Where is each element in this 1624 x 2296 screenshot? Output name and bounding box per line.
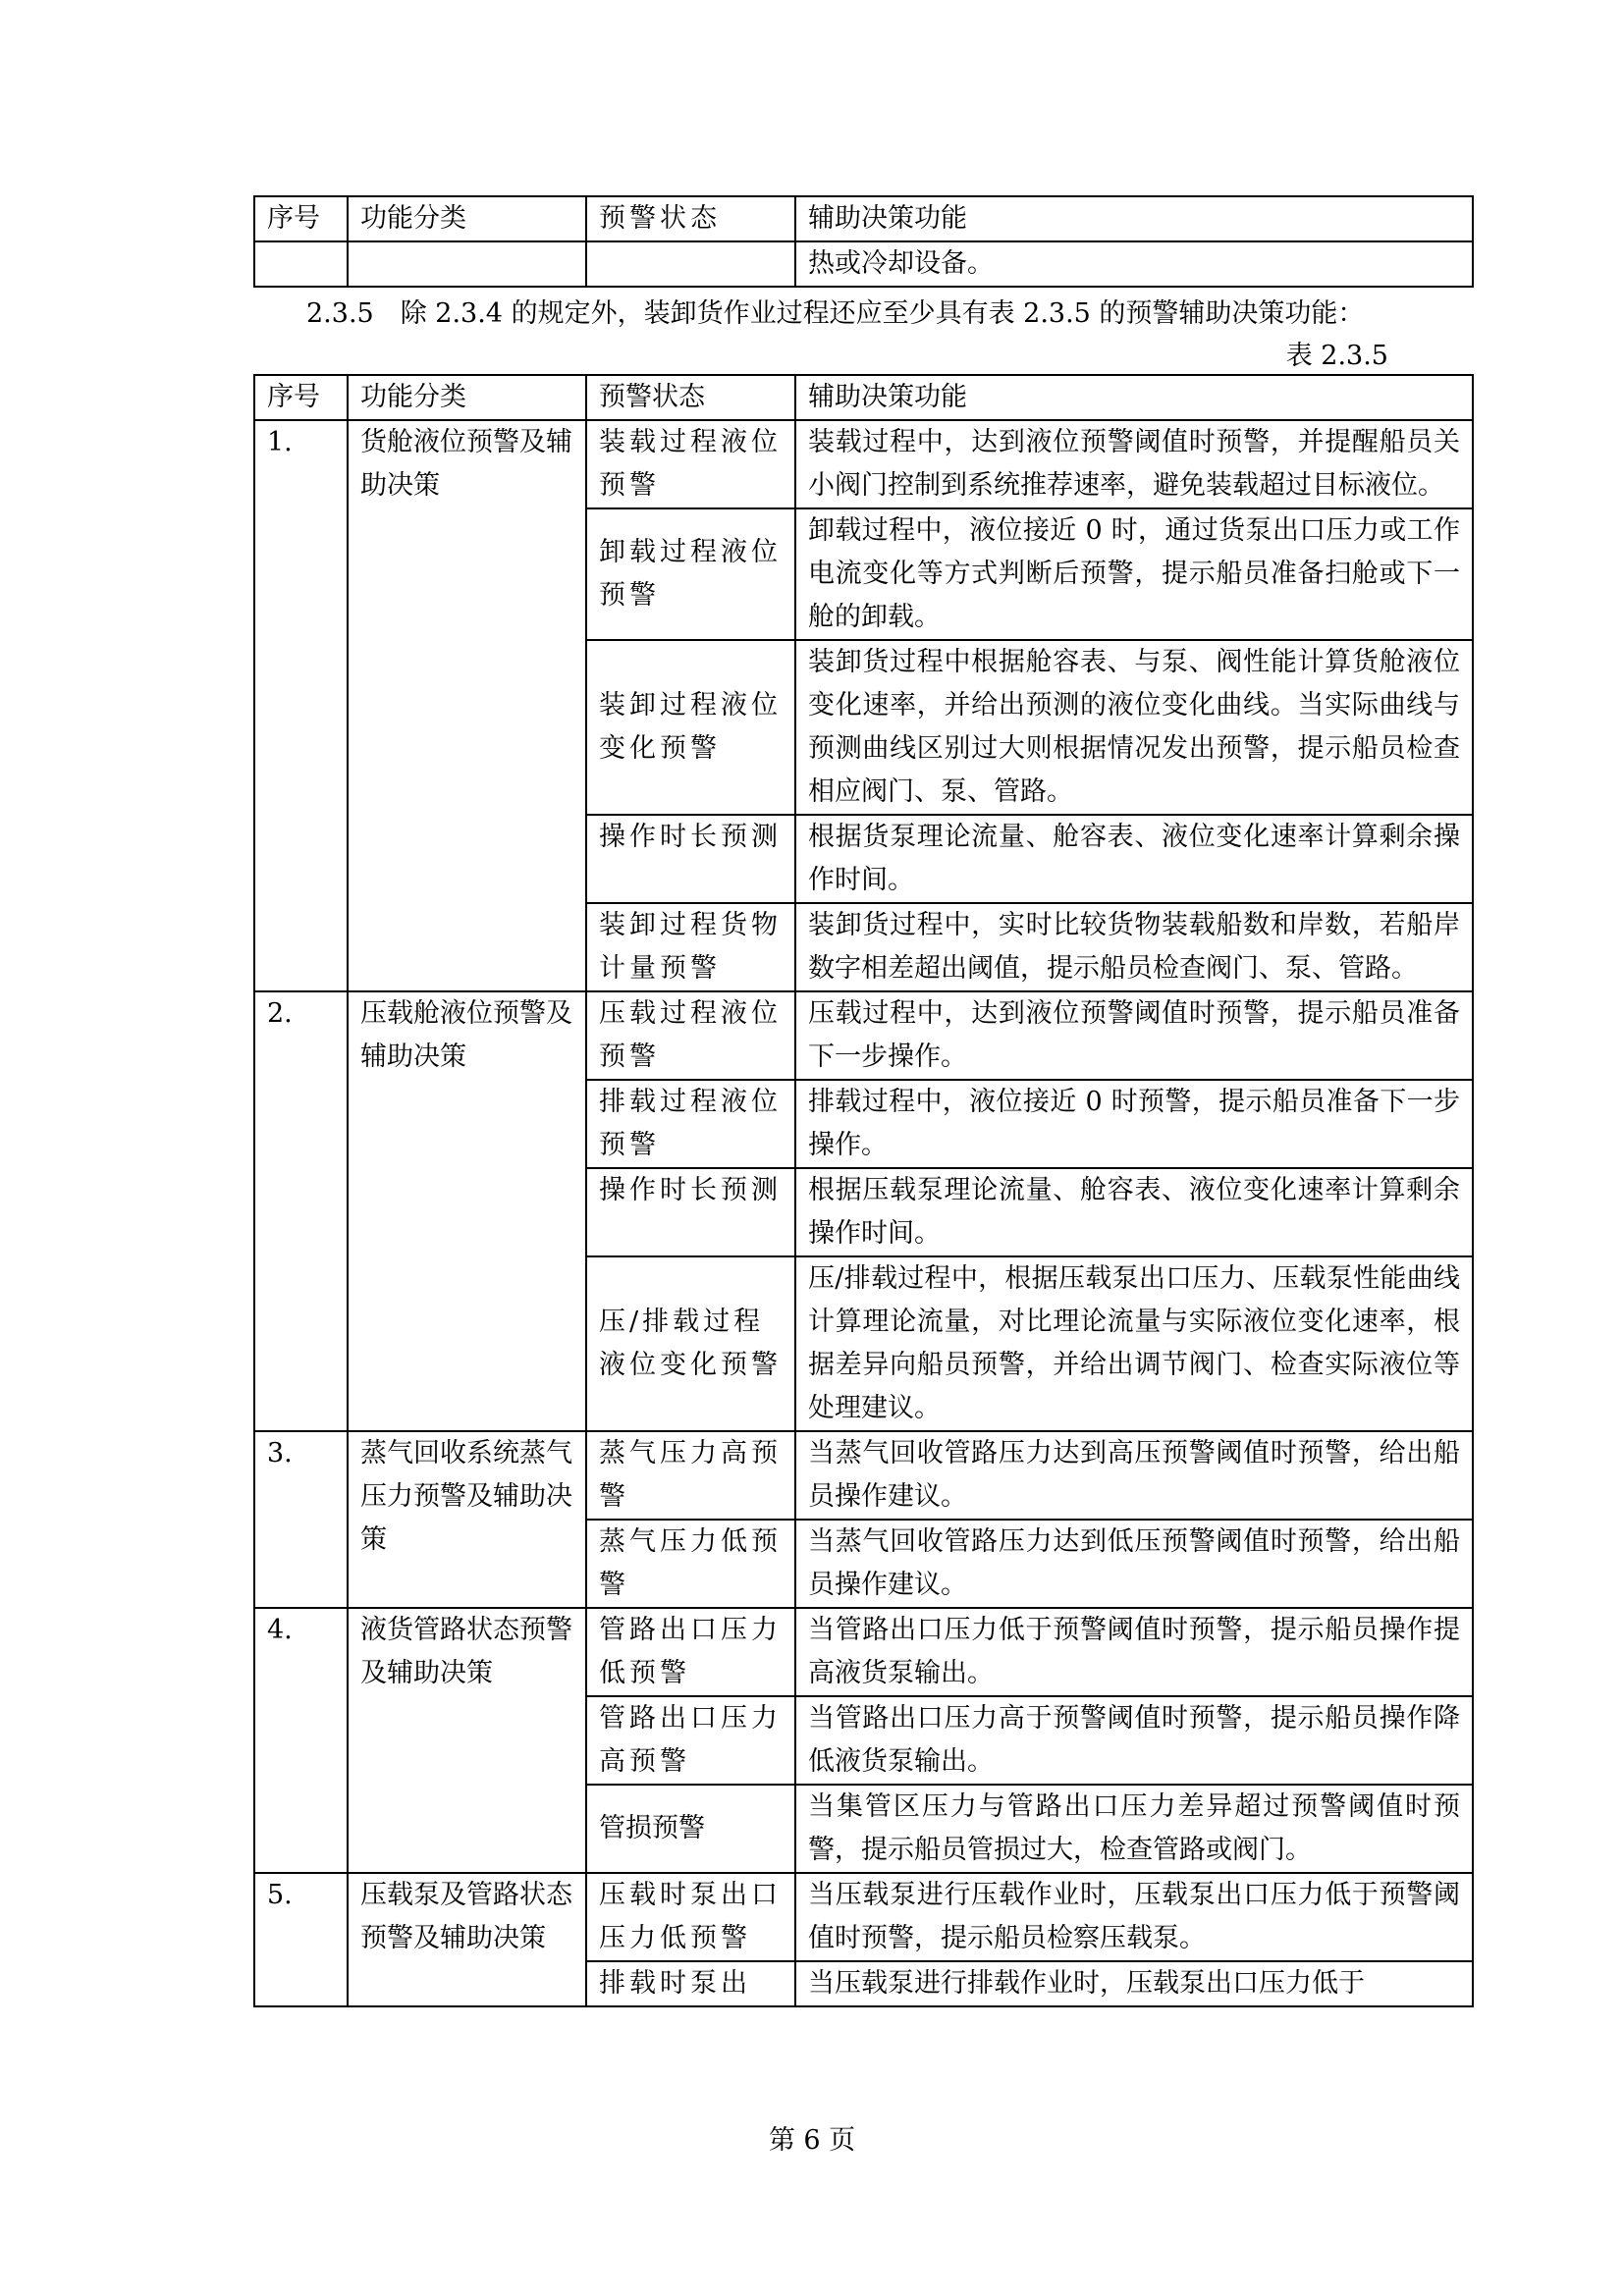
group-seq: 5. bbox=[254, 1873, 348, 2006]
decision-function: 当管路出口压力低于预警阈值时预警，提示船员操作提高液货泵输出。 bbox=[795, 1608, 1473, 1696]
group-seq: 2. bbox=[254, 991, 348, 1431]
decision-function: 装卸货过程中，实时比较货物装载船数和岸数，若船岸数字相差超出阈值，提示船员检查阀门、泵、管路。 bbox=[795, 903, 1473, 991]
continued-table bbox=[253, 195, 1474, 288]
page-number: 第 6 页 bbox=[768, 2125, 856, 2156]
table-row bbox=[254, 1608, 1473, 1696]
group-category: 货舱液位预警及辅助决策 bbox=[348, 420, 586, 991]
warning-state: 压载时泵出口压力低预警 bbox=[586, 1873, 795, 1961]
decision-function: 当管路出口压力高于预警阈值时预警，提示船员操作降低液货泵输出。 bbox=[795, 1696, 1473, 1785]
header-state: 预警状态 bbox=[586, 375, 795, 420]
decision-function: 压/排载过程中，根据压载泵出口压力、压载泵性能曲线计算理论流量，对比理论流量与实际液位变化速率，根据差异向船员预警，并给出调节阀门、检查实际液位等处理建议。 bbox=[795, 1256, 1473, 1431]
warning-state: 操作时长预测 bbox=[586, 815, 795, 903]
header-function: 辅助决策功能 bbox=[795, 196, 1473, 241]
warning-state: 管路出口压力低预警 bbox=[586, 1608, 795, 1696]
group-category: 液货管路状态预警及辅助决策 bbox=[348, 1608, 586, 1873]
decision-function: 排载过程中，液位接近 0 时预警，提示船员准备下一步操作。 bbox=[795, 1080, 1473, 1168]
decision-function: 卸载过程中，液位接近 0 时，通过货泵出口压力或工作电流变化等方式判断后预警，提示船员准备扫舱或下一舱的卸载。 bbox=[795, 508, 1473, 640]
warning-state: 操作时长预测 bbox=[586, 1168, 795, 1256]
header-state: 预警状态 bbox=[586, 196, 795, 241]
table-row bbox=[254, 420, 1473, 508]
header-seq: 序号 bbox=[254, 196, 348, 241]
warning-state: 蒸气压力低预警 bbox=[586, 1520, 795, 1608]
warning-state: 管损预警 bbox=[586, 1785, 795, 1873]
group-seq: 3. bbox=[254, 1431, 348, 1608]
decision-function: 装载过程中，达到液位预警阈值时预警，并提醒船员关小阀门控制到系统推荐速率，避免装载超过目标液位。 bbox=[795, 420, 1473, 508]
warning-state: 装卸过程货物计量预警 bbox=[586, 903, 795, 991]
warning-state: 蒸气压力高预警 bbox=[586, 1431, 795, 1520]
warning-state: 排载过程液位预警 bbox=[586, 1080, 795, 1168]
warning-state: 压载过程液位预警 bbox=[586, 991, 795, 1080]
decision-function: 当蒸气回收管路压力达到低压预警阈值时预警，给出船员操作建议。 bbox=[795, 1520, 1473, 1608]
decision-function: 当蒸气回收管路压力达到高压预警阈值时预警，给出船员操作建议。 bbox=[795, 1431, 1473, 1520]
carry-over-text: 热或冷却设备。 bbox=[795, 241, 1473, 287]
decision-function: 压载过程中，达到液位预警阈值时预警，提示船员准备下一步操作。 bbox=[795, 991, 1473, 1080]
decision-function: 根据压载泵理论流量、舱容表、液位变化速率计算剩余操作时间。 bbox=[795, 1168, 1473, 1256]
warning-state: 压/排载过程液位变化预警 bbox=[586, 1256, 795, 1431]
decision-function: 当压载泵进行压载作业时，压载泵出口压力低于预警阈值时预警，提示船员检察压载泵。 bbox=[795, 1873, 1473, 1961]
warning-state: 卸载过程液位预警 bbox=[586, 508, 795, 640]
table-row bbox=[254, 241, 1473, 287]
clause-paragraph: 2.3.5 除 2.3.4 的规定外，装卸货作业过程还应至少具有表 2.3.5 的预警辅助决策功能： bbox=[306, 298, 1365, 329]
group-category: 蒸气回收系统蒸气压力预警及辅助决策 bbox=[348, 1431, 586, 1608]
warning-table bbox=[253, 374, 1474, 2007]
table-caption: 表 2.3.5 bbox=[1285, 341, 1388, 371]
warning-state: 管路出口压力高预警 bbox=[586, 1696, 795, 1785]
warning-state: 装载过程液位预警 bbox=[586, 420, 795, 508]
table-row bbox=[254, 991, 1473, 1080]
decision-function: 当集管区压力与管路出口压力差异超过预警阈值时预警，提示船员管损过大，检查管路或阀门。 bbox=[795, 1785, 1473, 1873]
warning-state: 装卸过程液位变化预警 bbox=[586, 640, 795, 815]
decision-function: 根据货泵理论流量、舱容表、液位变化速率计算剩余操作时间。 bbox=[795, 815, 1473, 903]
header-category: 功能分类 bbox=[348, 196, 586, 241]
group-seq: 1. bbox=[254, 420, 348, 991]
warning-state: 排载时泵出 bbox=[586, 1961, 795, 2006]
table-header-row bbox=[254, 375, 1473, 420]
header-function: 辅助决策功能 bbox=[795, 375, 1473, 420]
group-category: 压载泵及管路状态预警及辅助决策 bbox=[348, 1873, 586, 2006]
table-row bbox=[254, 1431, 1473, 1520]
decision-function: 装卸货过程中根据舱容表、与泵、阀性能计算货舱液位变化速率，并给出预测的液位变化曲线。当实际曲线与预测曲线区别过大则根据情况发出预警，提示船员检查相应阀门、泵、管路。 bbox=[795, 640, 1473, 815]
table-row bbox=[254, 1873, 1473, 1961]
header-category: 功能分类 bbox=[348, 375, 586, 420]
header-seq: 序号 bbox=[254, 375, 348, 420]
table-header-row bbox=[254, 196, 1473, 241]
group-seq: 4. bbox=[254, 1608, 348, 1873]
decision-function: 当压载泵进行排载作业时，压载泵出口压力低于 bbox=[795, 1961, 1473, 2006]
group-category: 压载舱液位预警及辅助决策 bbox=[348, 991, 586, 1431]
